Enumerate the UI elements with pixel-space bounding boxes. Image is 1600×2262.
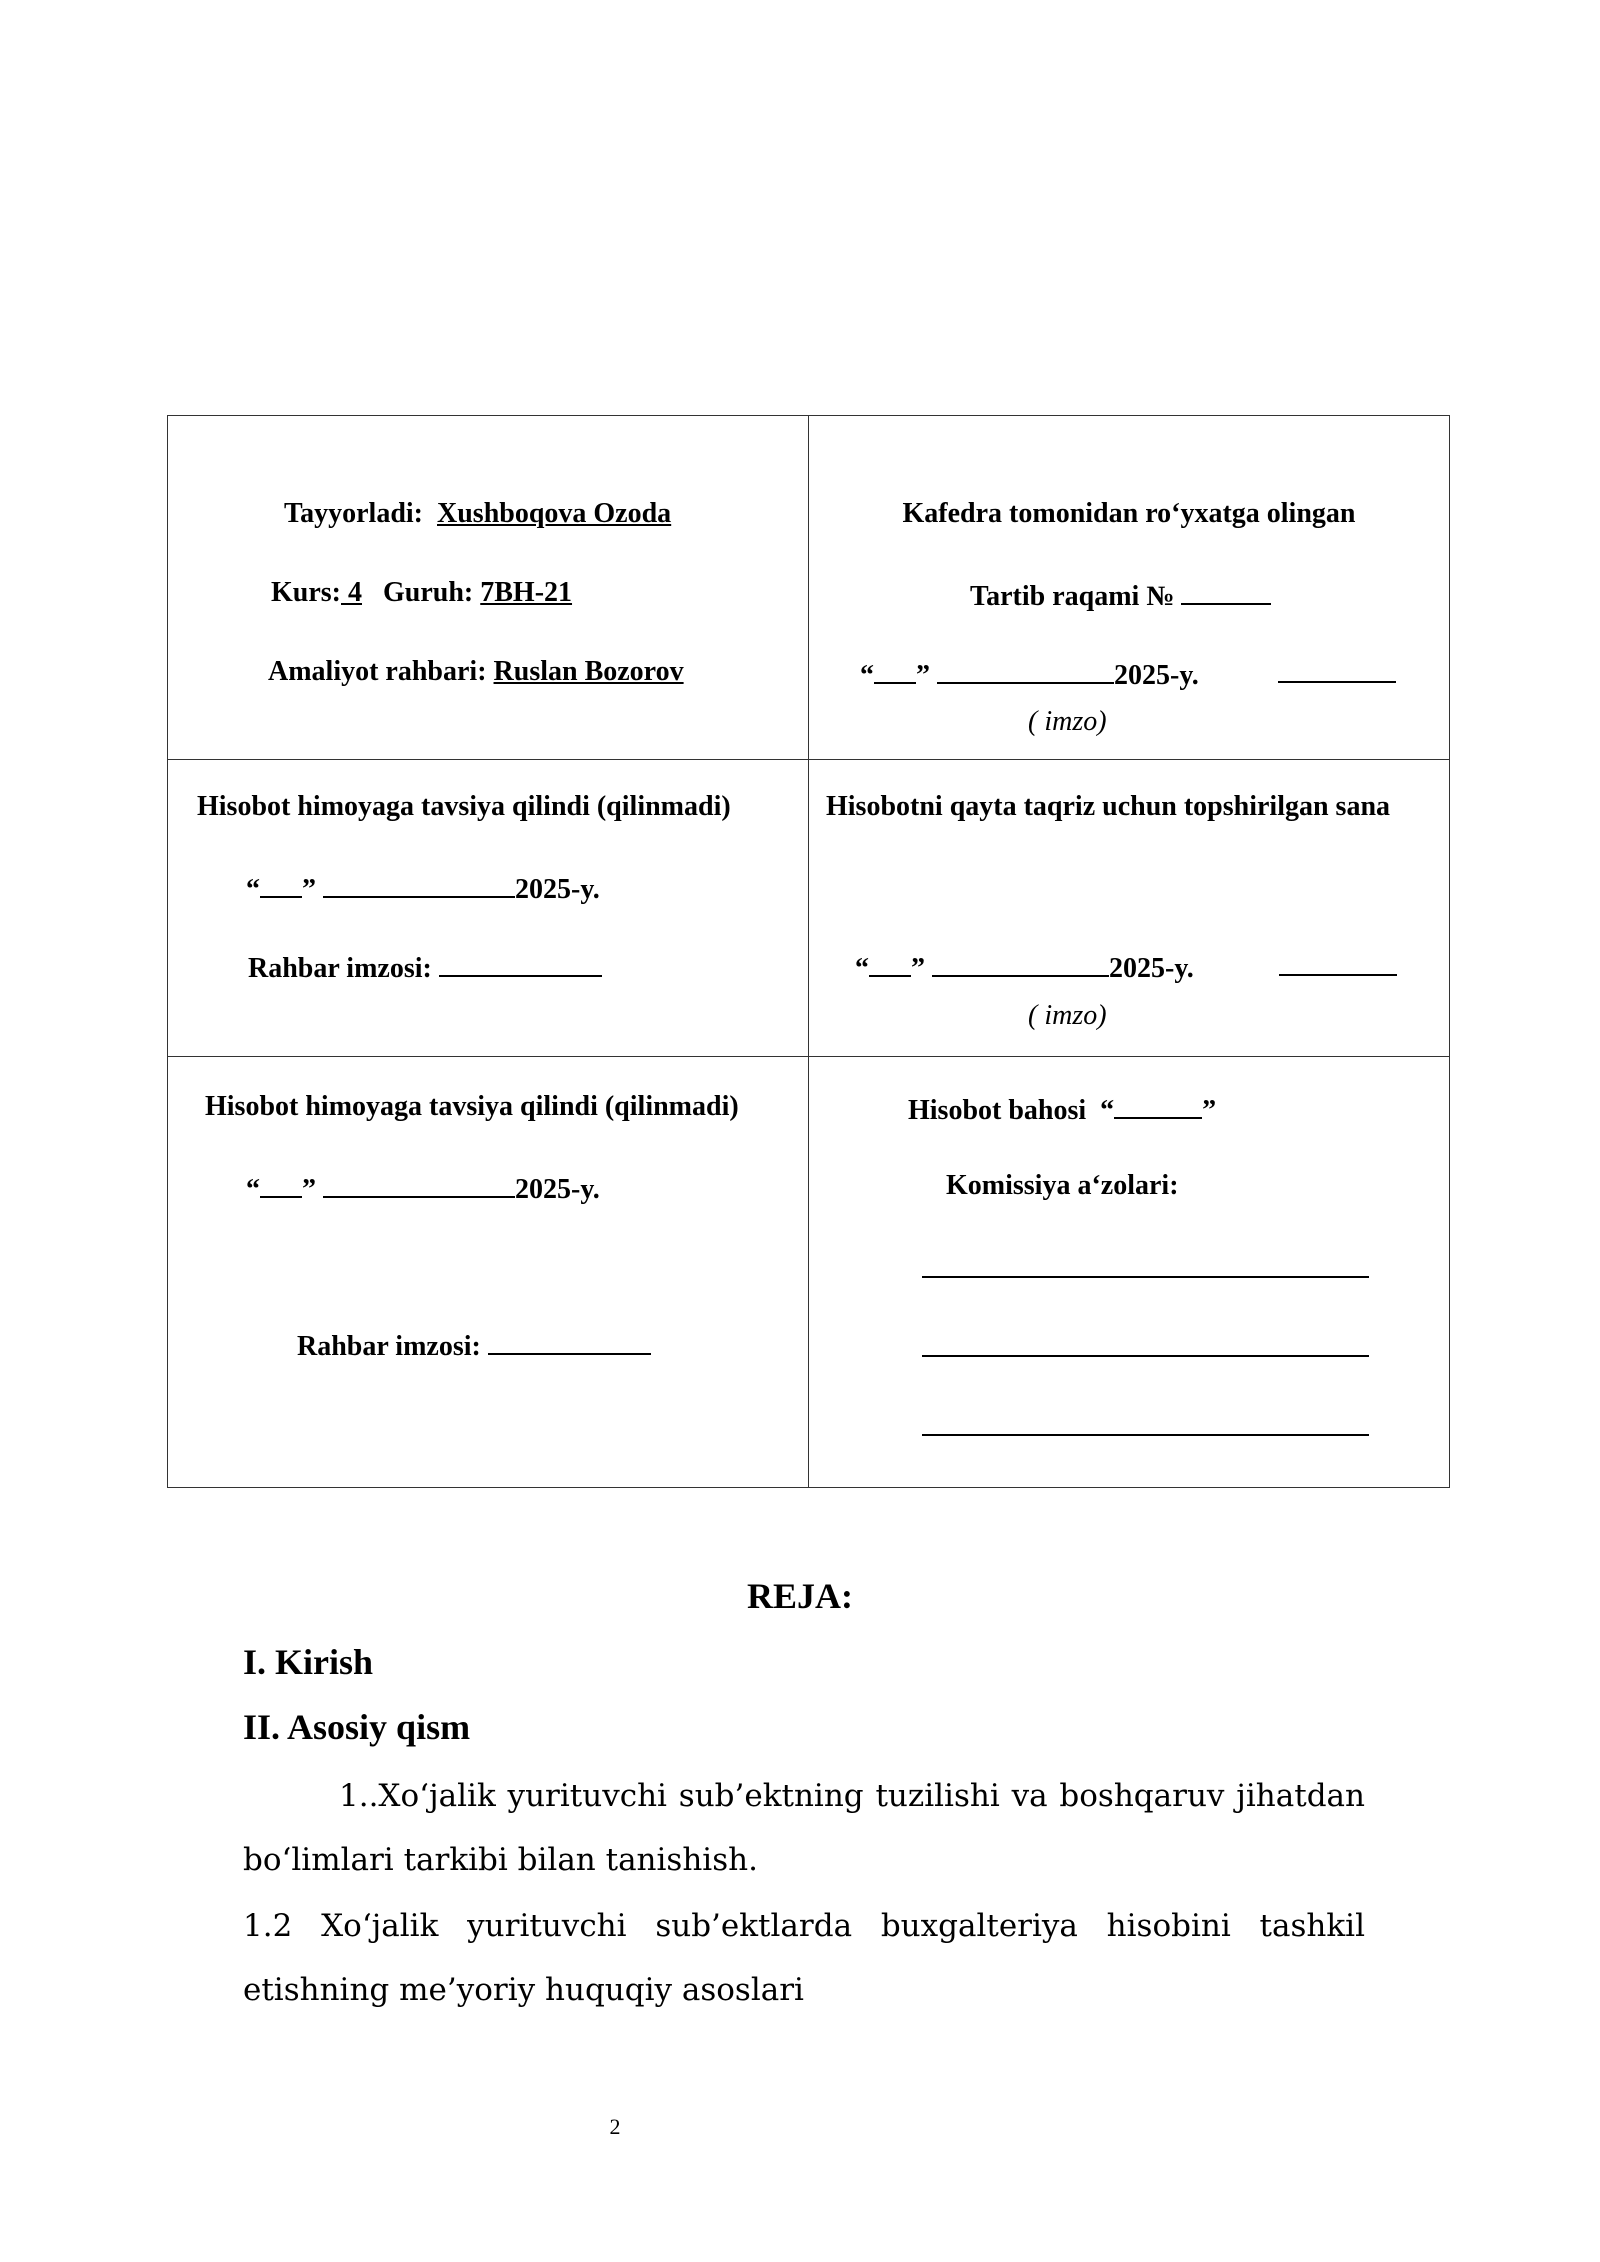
- supervisor-signature-label: Rahbar imzosi:: [297, 1331, 481, 1362]
- supervisor-signature-blank: [488, 1329, 651, 1355]
- supervisor-signature-blank: [439, 951, 602, 977]
- day-blank: [260, 1172, 302, 1198]
- prepared-label: Tayyorladi:: [284, 498, 423, 529]
- resubmitted-cell: [809, 760, 1450, 1057]
- plan-item-1: 1..Xo‘jalik yurituvchi sub’ektning tuzilishi va boshqaruv jihatdan bo‘limlari tarkibi bilan tanishish.: [243, 1778, 1365, 1878]
- supervisor-signature-line: [297, 1329, 651, 1361]
- order-number-label: Tartib raqami №: [970, 581, 1175, 612]
- prepared-line: [284, 500, 671, 528]
- month-blank: [323, 872, 515, 898]
- section-introduction: I. Kirish: [243, 1642, 374, 1682]
- day-blank: [874, 658, 916, 684]
- year-text: 2025-y.: [1114, 660, 1199, 691]
- grade-label: Hisobot bahosi: [908, 1095, 1087, 1126]
- group-value: 7BH-21: [480, 577, 573, 608]
- registration-cell: [809, 416, 1450, 760]
- recommended-title: Hisobot himoyaga tavsiya qilindi (qilinmadi): [205, 1091, 739, 1122]
- supervisor-label: Amaliyot rahbari:: [268, 656, 487, 687]
- month-blank: [323, 1172, 515, 1198]
- day-blank: [260, 872, 302, 898]
- registered-title: Kafedra tomonidan ro‘yxatga olingan: [902, 498, 1356, 529]
- recommended-date-line: “ ” 2025-y.: [246, 874, 600, 905]
- year-text: 2025-y.: [515, 874, 600, 905]
- group-label: Guruh:: [383, 577, 474, 608]
- supervisor-signature-line: [248, 951, 602, 983]
- month-blank: [932, 951, 1109, 977]
- supervisor-signature-label: Rahbar imzosi:: [248, 953, 432, 984]
- month-blank: [937, 658, 1114, 684]
- recommended-cell-2: [168, 1057, 809, 1488]
- order-number-blank: [1181, 579, 1271, 605]
- supervisor-name: Ruslan Bozorov: [493, 656, 684, 687]
- supervisor-line: [268, 658, 684, 686]
- signature-note: ( imzo): [1028, 706, 1107, 737]
- recommended-title: Hisobot himoyaga tavsiya qilindi (qilinmadi): [197, 791, 731, 822]
- course-group-line: [271, 579, 572, 607]
- registration-date-line: “ ” 2025-y.: [860, 660, 1199, 691]
- grade-line: Hisobot bahosi “ ”: [908, 1095, 1217, 1126]
- signature-note: ( imzo): [1028, 1000, 1107, 1031]
- recommended-cell: [168, 760, 809, 1057]
- section-main-part: II. Asosiy qism: [243, 1707, 471, 1747]
- commission-member-line-2: [922, 1355, 1369, 1357]
- commission-label: Komissiya a‘zolari:: [946, 1170, 1179, 1201]
- day-blank: [869, 951, 911, 977]
- grade-blank: [1114, 1093, 1202, 1119]
- grade-cell: [809, 1057, 1450, 1488]
- commission-member-line-3: [922, 1434, 1369, 1436]
- year-text: 2025-y.: [1109, 953, 1194, 984]
- course-value: 4: [341, 577, 362, 608]
- prepared-name: Xushboqova Ozoda: [437, 498, 672, 529]
- page-number: 2: [609, 2114, 621, 2139]
- commission-member-line-1: [922, 1276, 1369, 1278]
- resubmitted-title: Hisobotni qayta taqriz uchun topshirilgan sana: [826, 791, 1391, 822]
- plan-item-2: 1.2 Xo‘jalik yurituvchi sub’ektlarda buxgalteriya hisobini tashkil etishning me’yoriy huquqiy asoslari: [243, 1908, 1365, 2008]
- signature-blank: [1278, 681, 1396, 683]
- plan-title: REJA:: [747, 1576, 853, 1616]
- signature-blank: [1279, 974, 1397, 976]
- order-number-line: [970, 579, 1271, 611]
- year-text: 2025-y.: [515, 1174, 600, 1205]
- prepared-cell: [168, 416, 809, 760]
- recommended-date-line: “ ” 2025-y.: [246, 1174, 600, 1205]
- form-table: [167, 415, 1450, 1488]
- resubmitted-date-line: “ ” 2025-y.: [855, 953, 1194, 984]
- course-label: Kurs:: [271, 577, 341, 608]
